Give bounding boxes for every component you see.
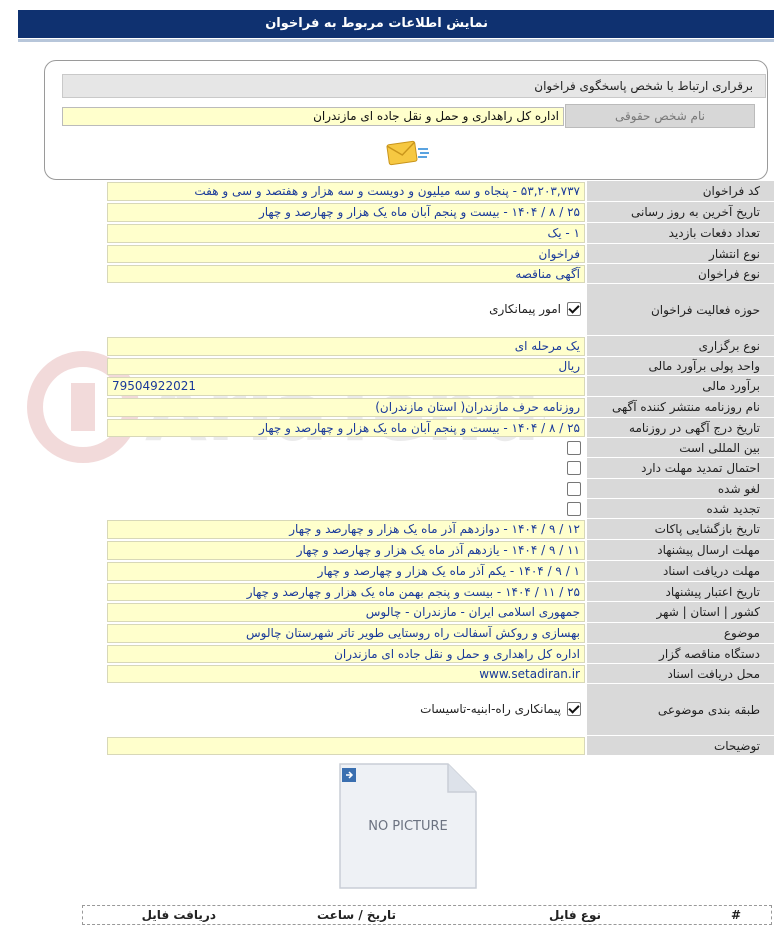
activity-options — [107, 284, 585, 336]
field-label: تجدید شده — [587, 499, 774, 519]
field-location — [107, 602, 774, 623]
field-label: بین المللی است — [587, 438, 774, 458]
col-index: # — [730, 908, 741, 922]
field-value: ۱۱ / ۹ / ۱۴۰۴ - یازدهم آذر ماه یک هزار و چهارصد و چهار — [107, 541, 585, 560]
field-value: یک مرحله ای — [107, 337, 585, 356]
field-value: ۲۵ / ۸ / ۱۴۰۴ - بیست و پنجم آبان ماه یک هزار و چهارصد و چهار — [107, 419, 585, 437]
field-label: لغو شده — [587, 479, 774, 499]
field-label: برآورد مالی — [587, 376, 774, 397]
field-value: ۵۳,۲۰۳,۷۳۷ - پنجاه و سه میلیون و دویست و سه هزار و هفتصد و سی و هفت — [107, 182, 585, 201]
field-label: مهلت دریافت اسناد — [587, 561, 774, 582]
field-label: تاریخ درج آگهی در روزنامه — [587, 418, 774, 438]
legal-person-label: نام شخص حقوقی — [565, 104, 755, 128]
field-label: تعداد دفعات بازدید — [587, 223, 774, 244]
field-submit-deadline — [107, 540, 774, 561]
col-date-time: تاریخ / ساعت — [316, 908, 396, 922]
category-option-label: پیمانکاری راه-ابنیه-تاسیسات — [420, 702, 561, 716]
field-value — [107, 737, 585, 755]
docs-place-link[interactable]: www.setadiran.ir — [107, 665, 585, 683]
files-table-header — [82, 905, 772, 925]
field-organization — [107, 644, 774, 664]
field-label: واحد پولی برآورد مالی — [587, 357, 774, 376]
field-label: طبقه بندی موضوعی — [587, 684, 774, 736]
legal-person-value: اداره کل راهداری و حمل و نقل جاده ای مازندران — [62, 107, 564, 126]
field-label: نوع برگزاری — [587, 336, 774, 357]
field-label: دستگاه مناقصه گزار — [587, 644, 774, 664]
renewed-checkbox[interactable] — [567, 502, 581, 516]
field-value: ۱۲ / ۹ / ۱۴۰۴ - دوازدهم آذر ماه یک هزار و چهارصد و چهار — [107, 520, 585, 539]
field-holding-type — [107, 336, 774, 357]
field-value: ریال — [107, 358, 585, 375]
field-estimate — [107, 376, 774, 397]
field-label: حوزه فعالیت فراخوان — [587, 284, 774, 336]
envelope-icon[interactable] — [385, 137, 431, 169]
field-value: ۱ - یک — [107, 224, 585, 243]
no-picture-text: NO PICTURE — [368, 819, 448, 834]
field-value: روزنامه حرف مازندران( استان مازندران) — [107, 398, 585, 417]
field-validity-date — [107, 582, 774, 602]
field-international — [107, 438, 774, 458]
col-file-type: نوع فایل — [549, 908, 601, 922]
field-cancelled — [107, 479, 774, 499]
field-ad-date — [107, 418, 774, 438]
field-label: توضیحات — [587, 736, 774, 756]
field-subject — [107, 623, 774, 644]
field-label: مهلت ارسال پیشنهاد — [587, 540, 774, 561]
field-value: فراخوان — [107, 245, 585, 263]
field-opening-date — [107, 519, 774, 540]
international-checkbox[interactable] — [567, 441, 581, 455]
field-label: کد فراخوان — [587, 181, 774, 202]
field-description — [107, 736, 774, 756]
field-value: بهسازی و روکش آسفالت راه روستایی طویر تاتر شهرستان چالوس — [107, 624, 585, 643]
field-publish-type — [107, 244, 774, 264]
field-label: تاریخ اعتبار پیشنهاد — [587, 582, 774, 602]
category-checkbox[interactable] — [567, 702, 581, 716]
field-docs-place — [107, 664, 774, 684]
field-extension — [107, 458, 774, 479]
page-header — [18, 10, 774, 38]
category-options — [107, 684, 585, 736]
field-label: محل دریافت اسناد — [587, 664, 774, 684]
field-renewed — [107, 499, 774, 519]
field-category — [107, 684, 774, 736]
field-value: ۲۵ / ۱۱ / ۱۴۰۴ - بیست و پنجم بهمن ماه یک هزار و چهارصد و چهار — [107, 583, 585, 601]
field-docs-deadline — [107, 561, 774, 582]
field-currency — [107, 357, 774, 376]
field-visits — [107, 223, 774, 244]
field-newspaper — [107, 397, 774, 418]
field-value: ۱ / ۹ / ۱۴۰۴ - یکم آذر ماه یک هزار و چهارصد و چهار — [107, 562, 585, 581]
field-call-type — [107, 264, 774, 284]
no-picture-image — [338, 762, 478, 890]
field-last-update — [107, 202, 774, 223]
field-label: تاریخ آخرین به روز رسانی — [587, 202, 774, 223]
field-label: نوع انتشار — [587, 244, 774, 264]
field-label: نام روزنامه منتشر کننده آگهی — [587, 397, 774, 418]
extension-checkbox[interactable] — [567, 461, 581, 475]
col-download: دریافت فایل — [141, 908, 216, 922]
cancelled-checkbox[interactable] — [567, 482, 581, 496]
header-divider — [18, 39, 774, 42]
page-title: نمایش اطلاعات مربوط به فراخوان — [265, 16, 488, 31]
activity-option-label: امور پیمانکاری — [489, 302, 561, 316]
field-value: 79504922021 — [107, 377, 585, 396]
field-label: موضوع — [587, 623, 774, 644]
field-value: ۲۵ / ۸ / ۱۴۰۴ - بیست و پنجم آبان ماه یک هزار و چهارصد و چهار — [107, 203, 585, 222]
field-value: آگهی مناقصه — [107, 265, 585, 283]
field-label: تاریخ بازگشایی پاکات — [587, 519, 774, 540]
activity-checkbox[interactable] — [567, 302, 581, 316]
field-code — [107, 181, 774, 202]
field-value: اداره کل راهداری و حمل و نقل جاده ای مازندران — [107, 645, 585, 663]
field-activity-scope — [107, 284, 774, 336]
field-label: کشور | استان | شهر — [587, 602, 774, 623]
field-label: احتمال تمدید مهلت دارد — [587, 458, 774, 479]
field-label: نوع فراخوان — [587, 264, 774, 284]
contact-panel-title: برقراری ارتباط با شخص پاسخگوی فراخوان — [62, 74, 766, 98]
field-value: جمهوری اسلامی ایران - مازندران - چالوس — [107, 603, 585, 622]
